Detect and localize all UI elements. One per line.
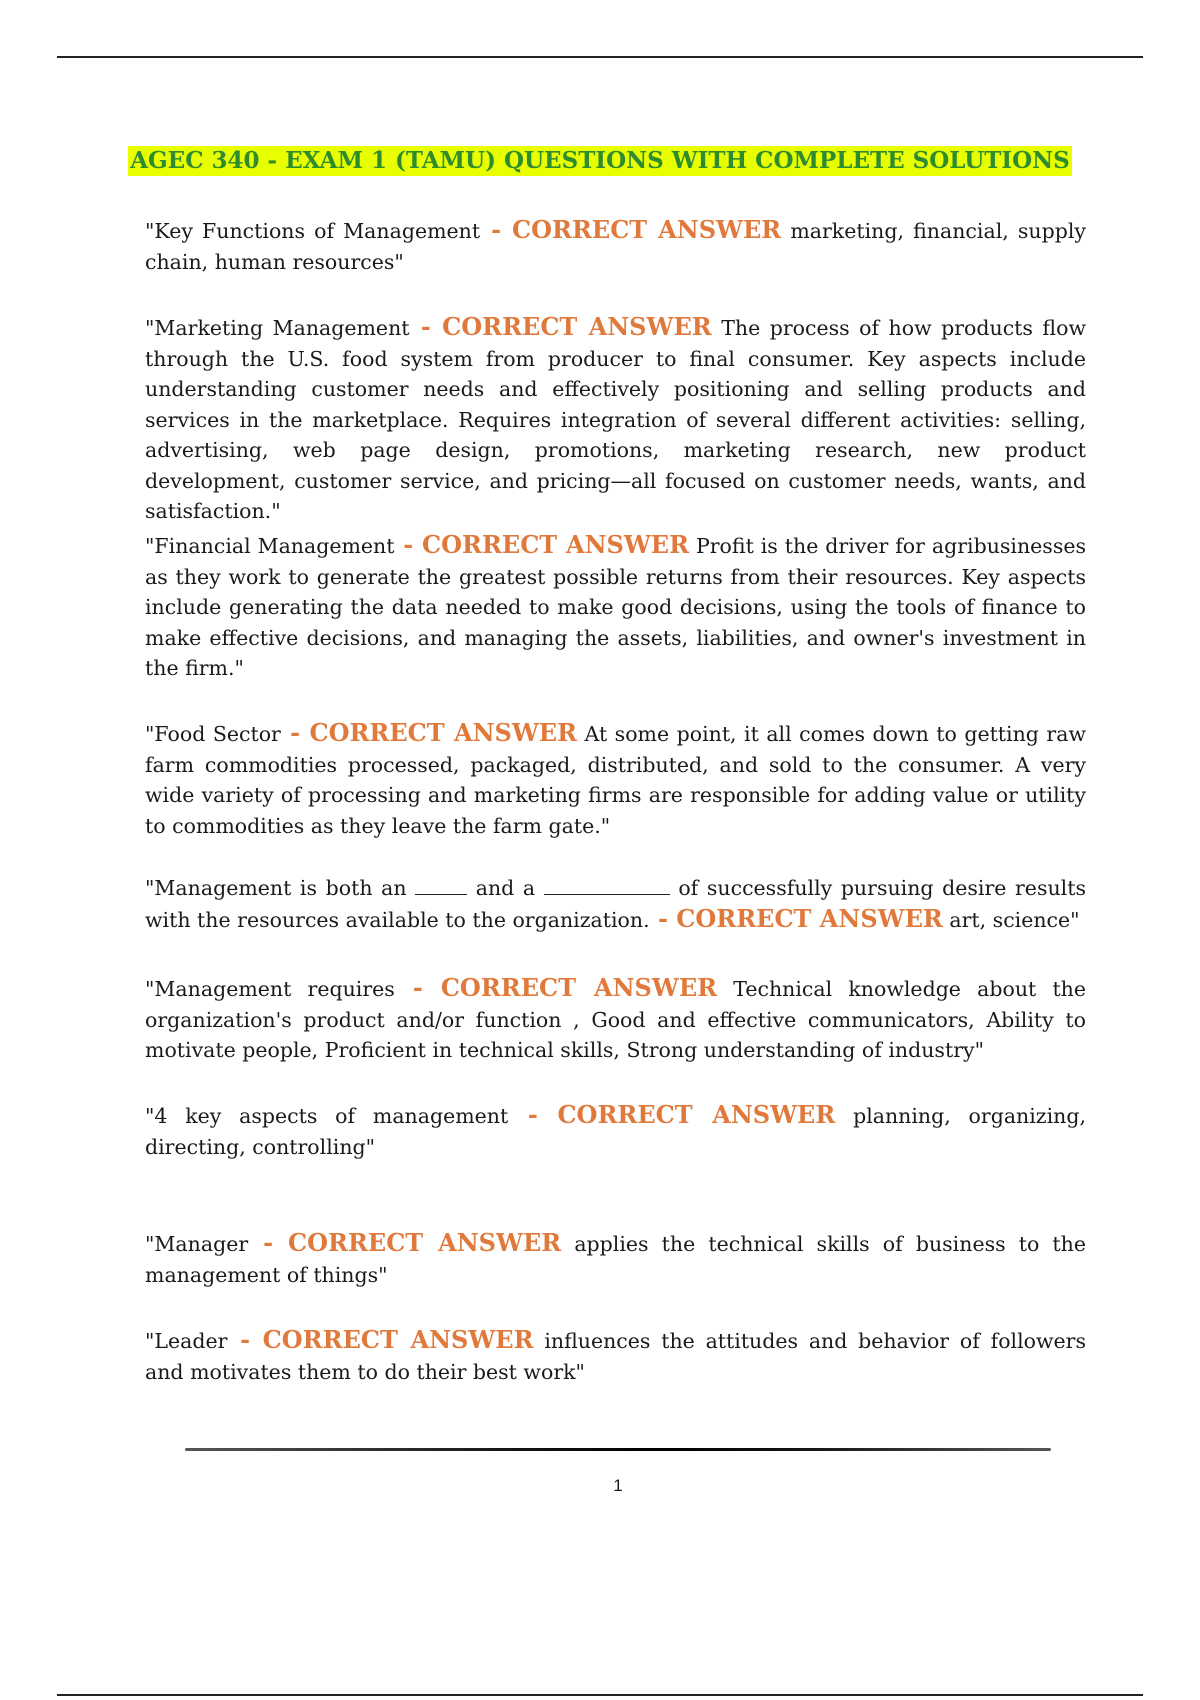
answer-text: planning, organizing, directing, controlling": [145, 1104, 1087, 1159]
question-text: "Manager: [145, 1232, 249, 1256]
answer-text: The process of how products flow through the U.S. food system from producer to final consumer. Key aspects include understanding customer needs and effectively positioning and selling products and services in the marketplace. Requires integration of several different activities: selling, advertising, web page design, promotions, marketing research, new product development, customer service, and pricing—all focused on customer needs, wants, and satisfaction.": [145, 316, 1086, 523]
question-text: "4 key aspects of management: [145, 1104, 509, 1128]
correct-answer-label: CORRECT ANSWER: [440, 973, 718, 1002]
qa-item: [145, 973, 1086, 1066]
separator: -: [394, 530, 423, 559]
separator: -: [227, 1325, 263, 1354]
qa-item: [145, 530, 1086, 684]
qa-item: [145, 1325, 1086, 1387]
page-number: 1: [613, 1476, 623, 1495]
separator: -: [248, 1228, 288, 1257]
separator: -: [409, 312, 443, 341]
qa-item: [145, 1228, 1086, 1290]
answer-text: applies the technical skills of business to the management of things": [145, 1232, 1086, 1287]
document-title: AGEC 340 - EXAM 1 (TAMU) QUESTIONS WITH COMPLETE SOLUTIONS: [130, 147, 1070, 174]
qa-item: [145, 873, 1086, 935]
qa-item: [145, 312, 1086, 527]
question-text: "Leader: [145, 1329, 228, 1353]
title-container: [0, 146, 1200, 176]
answer-text: Technical knowledge about the organization's product and/or function , Good and effective communicators, Ability to motivate people, Proficient in technical skills, Strong understanding of industry": [145, 977, 1087, 1062]
question-text-part1: "Management is both an: [145, 876, 416, 900]
correct-answer-label: CORRECT ANSWER: [422, 530, 690, 559]
top-rule: [57, 56, 1143, 58]
question-text: "Key Functions of Management: [145, 219, 481, 243]
correct-answer-label: CORRECT ANSWER: [676, 903, 943, 933]
answer-text: Profit is the driver for agribusinesses as they work to generate the greatest possible returns from their resources. Key aspects include generating the data needed to make good decisions, using the tools of finance to make effective decisions, and managing the assets, liabilities, and owner's investment in the firm.": [145, 534, 1086, 680]
question-text-part2: and a: [467, 876, 544, 900]
correct-answer-label: CORRECT ANSWER: [442, 312, 712, 341]
answer-text: At some point, it all comes down to getting raw farm commodities processed, packaged, distributed, and sold to the consumer. A very wide variety of processing and marketing firms are responsible for adding value or utility to commodities as they leave the farm gate.": [145, 722, 1086, 838]
answer-text: influences the attitudes and behavior of followers and motivates them to do their best work": [145, 1329, 1086, 1384]
bottom-rule: [57, 1694, 1143, 1696]
separator: -: [480, 215, 513, 244]
correct-answer-label: CORRECT ANSWER: [262, 1325, 534, 1354]
correct-answer-label: CORRECT ANSWER: [557, 1100, 836, 1129]
separator: -: [649, 903, 677, 933]
correct-answer-label: CORRECT ANSWER: [512, 215, 782, 244]
separator: -: [508, 1100, 558, 1129]
fill-in-blank: [544, 876, 670, 895]
footer-rule: [185, 1448, 1051, 1451]
correct-answer-label: CORRECT ANSWER: [288, 1228, 562, 1257]
question-text: "Marketing Management: [145, 316, 410, 340]
qa-item: [145, 215, 1086, 277]
answer-text: marketing, financial, supply chain, human resources": [145, 219, 1086, 274]
qa-item: [145, 1100, 1086, 1162]
separator: -: [280, 718, 310, 747]
answer-text: art, science": [942, 907, 1080, 932]
question-text: "Management requires: [145, 977, 395, 1001]
question-text-part3: of successfully pursuing desire results with the resources available to the organization.: [145, 876, 1086, 932]
separator: -: [394, 973, 441, 1002]
qa-item: [145, 718, 1086, 841]
fill-in-blank: [415, 876, 467, 895]
correct-answer-label: CORRECT ANSWER: [309, 718, 578, 747]
question-text: "Financial Management: [145, 534, 395, 558]
question-text: "Food Sector: [145, 722, 281, 746]
